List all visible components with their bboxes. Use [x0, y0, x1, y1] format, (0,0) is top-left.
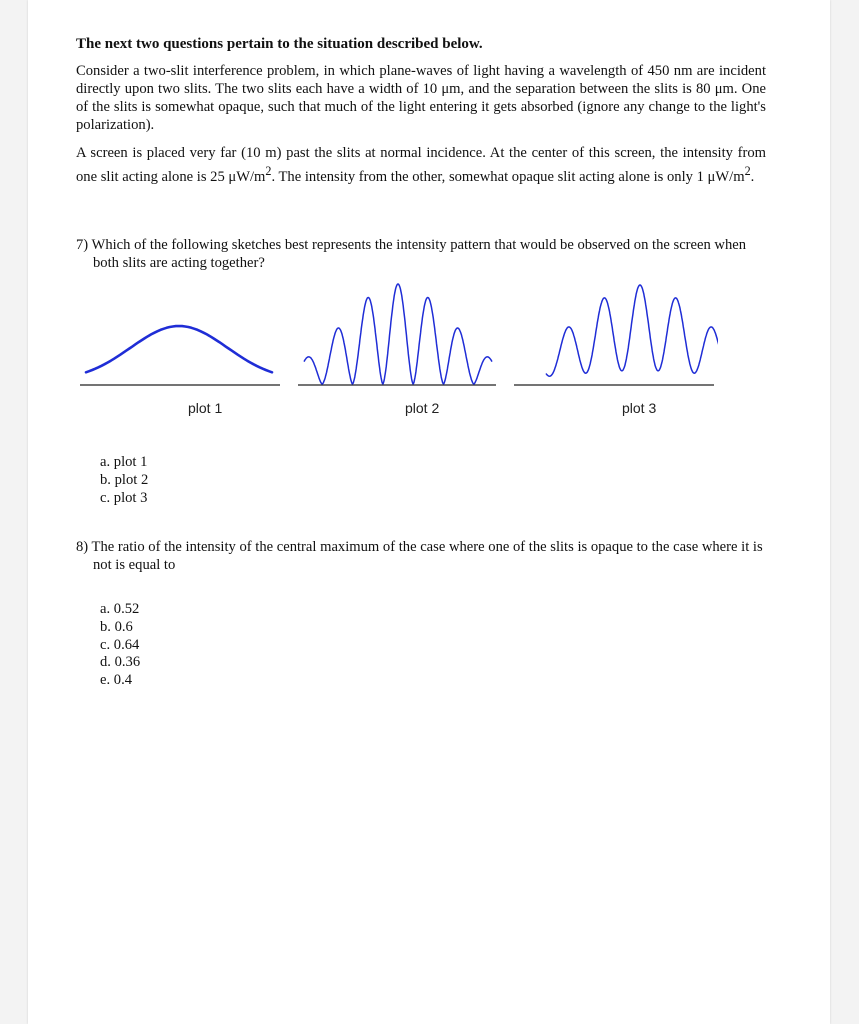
q7-option-b[interactable]: b. plot 2 [100, 471, 149, 488]
q7-option-a[interactable]: a. plot 1 [100, 454, 148, 470]
screen-paragraph-part2: . The intensity from the other, somewhat opaque slit acting alone is only 1 μW/m [271, 168, 745, 185]
screen-paragraph-part1: A screen is placed very far (10 m) past the slits at normal incidence. At the center of this screen, the intensity from one slit acting alone is 25 μW/m [76, 145, 766, 185]
q8-option-c[interactable]: c. 0.64 [100, 636, 140, 653]
plot-2-curve [304, 284, 492, 384]
question-7-text: 7) Which of the following sketches best represents the intensity pattern that would be observed on the screen when both slits are acting together? [76, 237, 747, 271]
unit-exponent: 2 [265, 164, 272, 178]
section-heading: The next two questions pertain to the situation described below. [76, 36, 483, 52]
question-7-options [100, 454, 148, 507]
screen-paragraph-end: . [750, 168, 755, 185]
plot-2-label: plot 2 [405, 400, 440, 416]
question-8-text: 8) The ratio of the intensity of the central maximum of the case where one of the slits is opaque to the case where it is not is equal to [76, 539, 763, 573]
plot-3-label: plot 3 [622, 400, 657, 416]
intensity-sketches-figure [78, 278, 718, 428]
plot-3-curve [546, 285, 718, 376]
q8-option-a[interactable]: a. 0.52 [100, 601, 140, 617]
unit-exponent: 2 [744, 164, 751, 178]
setup-paragraph: Consider a two-slit interference problem, in which plane-waves of light having a wavelength of 450 nm are incident directly upon two slits. The two slits each have a width of 10 μm, and the separation between the slits is 80 μm. One of the slits is somewhat opaque, such that much of the light entering it gets absorbed (ignore any change to the light's polarization). [76, 63, 766, 133]
q8-option-e[interactable]: e. 0.4 [100, 672, 133, 689]
q8-option-d[interactable]: d. 0.36 [100, 654, 141, 671]
q8-option-b[interactable]: b. 0.6 [100, 618, 133, 635]
document-page [28, 0, 830, 1024]
plot-1-curve [86, 326, 272, 372]
screen-paragraph [76, 144, 766, 186]
question-8-options [100, 601, 140, 690]
problem-statement [76, 36, 766, 196]
plot-1-label: plot 1 [188, 400, 223, 416]
q7-option-c[interactable]: c. plot 3 [100, 489, 148, 506]
